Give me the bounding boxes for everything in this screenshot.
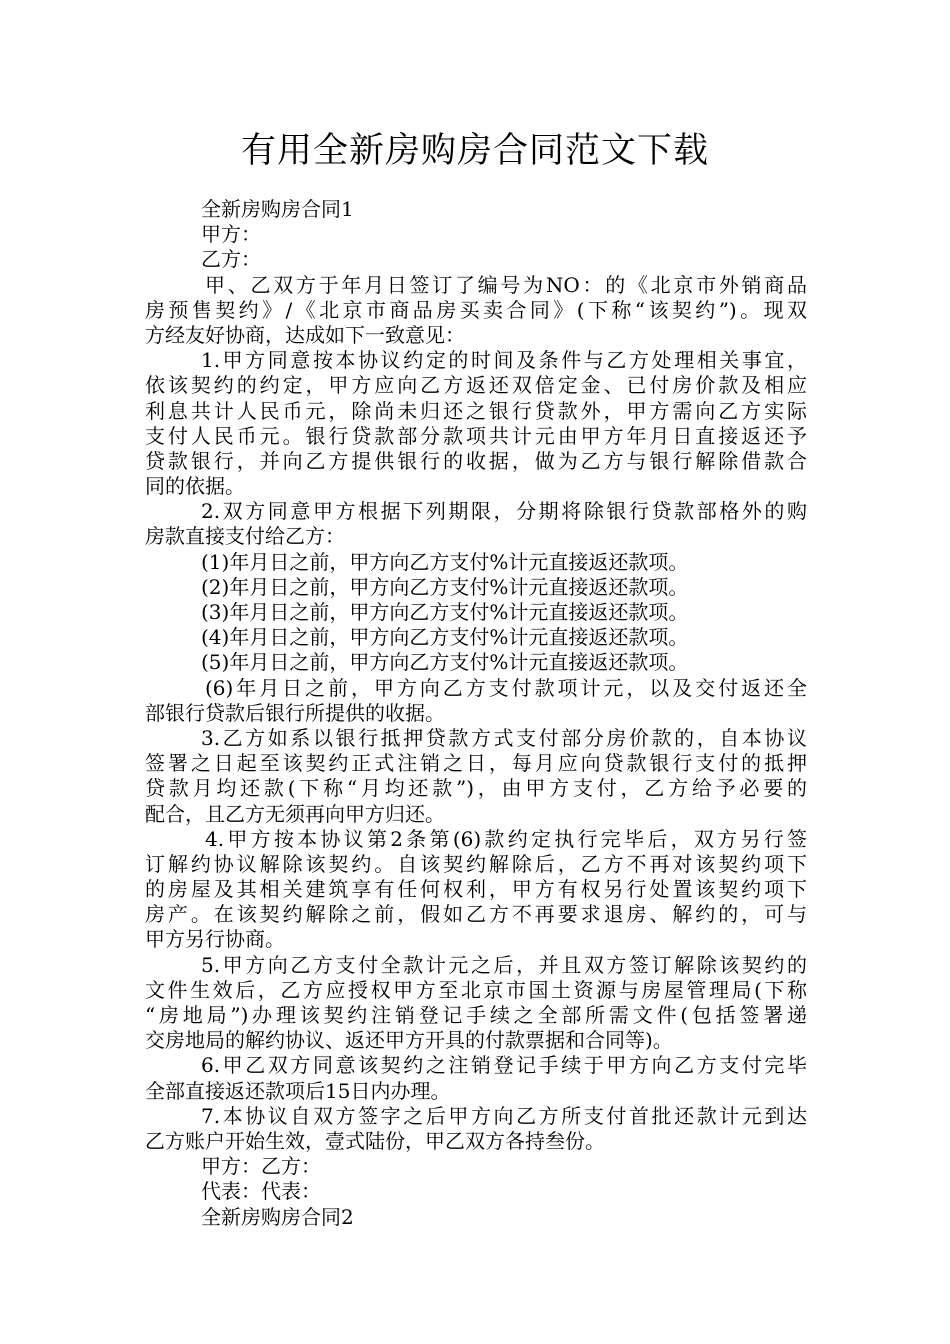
paragraph-line: 利息共计人民币元，除尚未归还之银行贷款外，甲方需向乙方实际	[145, 398, 807, 423]
paragraph-line: 订解约协议解除该契约。自该契约解除后，乙方不再对该契约项下	[145, 851, 807, 876]
paragraph-line: 3.乙方如系以银行抵押贷款方式支付部分房价款的，自本协议	[201, 725, 807, 750]
paragraph-line: 依该契约的约定，甲方应向乙方返还双倍定金、已付房价款及相应	[145, 373, 807, 398]
paragraph-line: 方经友好协商，达成如下一致意见：	[145, 322, 465, 347]
paragraph-line: 5.甲方向乙方支付全款计元之后，并且双方签订解除该契约的	[201, 952, 807, 977]
party-a-label: 甲方：	[201, 222, 261, 247]
paragraph-line: 房产。在该契约解除之前，假如乙方不再要求退房、解约的，可与	[145, 902, 807, 927]
paragraph-line: 6.甲乙双方同意该契约之注销登记手续于甲方向乙方支付完毕	[201, 1053, 807, 1078]
paragraph-line: 房预售契约》/《北京市商品房买卖合同》(下称“该契约”)。现双	[145, 297, 807, 322]
paragraph-line: 文件生效后，乙方应授权甲方至北京市国土资源与房屋管理局(下称	[145, 977, 807, 1002]
paragraph-line: 同的依据。	[145, 474, 245, 499]
paragraph-line: 1.甲方同意按本协议约定的时间及条件与乙方处理相关事宜，	[201, 348, 807, 373]
paragraph-line: 交房地局的解约协议、返还甲方开具的付款票据和合同等)。	[145, 1028, 673, 1053]
paragraph-line: 支付人民币元。银行贷款部分款项共计元由甲方年月日直接返还予	[145, 423, 807, 448]
paragraph-line: 4.甲方按本协议第2条第(6)款约定执行完毕后，双方另行签	[205, 826, 807, 851]
paragraph-line: 贷款银行，并向乙方提供银行的收据，做为乙方与银行解除借款合	[145, 448, 807, 473]
paragraph-line: 7.本协议自双方签字之后甲方向乙方所支付首批还款计元到达	[201, 1103, 807, 1128]
party-b-label: 乙方：	[201, 247, 261, 272]
list-item: (6)年月日之前，甲方向乙方支付款项计元，以及交付返还全	[205, 675, 807, 700]
paragraph-line: 房款直接支付给乙方：	[145, 524, 345, 549]
document-title: 有用全新房购房合同范文下载	[240, 131, 709, 171]
document-body	[145, 197, 807, 1230]
section-heading: 全新房购房合同2	[201, 1204, 354, 1229]
section-heading: 全新房购房合同1	[201, 197, 354, 221]
paragraph-line: 甲方另行协商。	[145, 927, 285, 952]
paragraph-line: 签署之日起至该契约正式注销之日，每月应向贷款银行支付的抵押	[145, 751, 807, 776]
paragraph-line: 甲、乙双方于年月日签订了编号为NO：的《北京市外销商品	[205, 272, 807, 297]
paragraph-line: 的房屋及其相关建筑享有任何权利，甲方有权另行处置该契约项下	[145, 877, 807, 902]
paragraph-line: 贷款月均还款(下称“月均还款”)，由甲方支付，乙方给予必要的	[145, 776, 807, 801]
paragraph-line: 乙方账户开始生效，壹式陆份，甲乙双方各持叁份。	[145, 1128, 605, 1153]
list-item: (1)年月日之前，甲方向乙方支付%计元直接返还款项。	[201, 549, 689, 574]
paragraph-line: 部银行贷款后银行所提供的收据。	[145, 700, 445, 725]
list-item: (2)年月日之前，甲方向乙方支付%计元直接返还款项。	[201, 574, 689, 599]
paragraph-line: 2.双方同意甲方根据下列期限，分期将除银行贷款部格外的购	[201, 499, 807, 524]
list-item: (4)年月日之前，甲方向乙方支付%计元直接返还款项。	[201, 625, 689, 650]
paragraph-line: 全部直接返还款项后15日内办理。	[145, 1078, 451, 1103]
list-item: (3)年月日之前，甲方向乙方支付%计元直接返还款项。	[201, 600, 689, 624]
paragraph-line: “房地局”)办理该契约注销登记手续之全部所需文件(包括签署递	[145, 1003, 807, 1027]
paragraph-line: 配合，且乙方无须再向甲方归还。	[145, 801, 445, 826]
list-item: (5)年月日之前，甲方向乙方支付%计元直接返还款项。	[201, 650, 689, 675]
signature-representatives: 代表：代表：	[201, 1179, 321, 1204]
signature-parties: 甲方：乙方：	[201, 1154, 321, 1179]
